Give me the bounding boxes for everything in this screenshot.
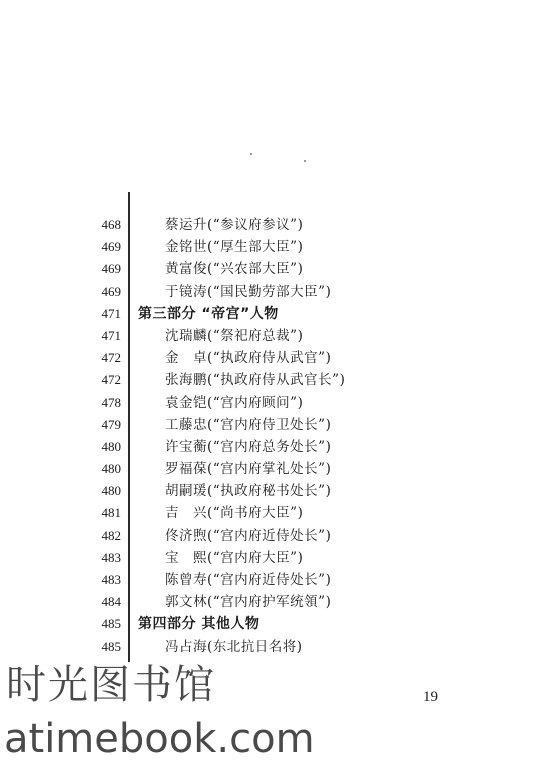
- toc-entry-row: [0, 569, 533, 591]
- toc-page-number: 482: [101, 527, 121, 543]
- toc-page-number: 472: [101, 350, 121, 366]
- toc-page-number: 478: [101, 394, 121, 410]
- table-of-contents: [0, 214, 533, 658]
- toc-entry-text: 宝 熙(“宫内府大臣”): [165, 549, 304, 566]
- toc-entry-text: 金铭世(“厚生部大臣”): [165, 239, 304, 256]
- toc-entry-row: [0, 636, 533, 658]
- toc-entry-row: [0, 392, 533, 414]
- scan-speck: [250, 153, 252, 155]
- toc-page-number: 479: [101, 416, 121, 432]
- toc-entry-row: [0, 480, 533, 502]
- toc-entry-row: [0, 414, 533, 436]
- toc-entry-text: 沈瑞麟(“祭祀府总裁”): [165, 327, 304, 344]
- toc-entry-text: 郭文林(“宫内府护军统領”): [165, 594, 332, 611]
- toc-page-number: 471: [101, 327, 121, 343]
- toc-entry-text: 佟济煦(“宫内府近侍处长”): [165, 527, 332, 544]
- toc-page-number: 469: [101, 239, 121, 255]
- toc-entry-row: [0, 591, 533, 613]
- toc-section-row: [0, 613, 533, 635]
- watermark-url: atimebook.com: [4, 716, 315, 762]
- toc-entry-row: [0, 236, 533, 258]
- toc-entry-row: [0, 436, 533, 458]
- toc-page-number: 484: [101, 594, 121, 610]
- page-number: 19: [423, 689, 438, 705]
- watermark-chinese: 时光图书馆: [6, 662, 216, 708]
- toc-entry-text: 胡嗣瑗(“执政府秘书处长”): [165, 483, 332, 500]
- toc-entry-text: 陈曾寿(“宫内府近侍处长”): [165, 572, 332, 588]
- toc-page-number: 469: [101, 261, 121, 277]
- toc-page-number: 480: [101, 483, 121, 499]
- toc-page-number: 483: [101, 572, 121, 587]
- toc-entry-row: [0, 458, 533, 480]
- toc-page-number: 485: [101, 616, 121, 632]
- toc-section-title: 第三部分 “帝宫”人物: [138, 305, 279, 322]
- toc-page-number: 469: [101, 283, 121, 299]
- scan-speck: [304, 160, 306, 162]
- toc-entry-text: 袁金铠(“宫内府顾问”): [165, 394, 304, 411]
- toc-entry-text: 于镜涛(“国民勤劳部大臣”): [165, 283, 332, 300]
- toc-entry-text: 吉 兴(“尚书府大臣”): [165, 505, 304, 522]
- toc-entry-text: 冯占海(东北抗日名将): [165, 638, 303, 655]
- toc-page-number: 485: [101, 638, 121, 654]
- toc-page-number: 483: [101, 549, 121, 565]
- toc-page-number: 471: [101, 305, 121, 321]
- toc-entry-text: 金 卓(“执政府侍从武官”): [165, 350, 332, 367]
- toc-entry-row: [0, 325, 533, 347]
- toc-entry-row: [0, 281, 533, 303]
- toc-entry-row: [0, 502, 533, 524]
- toc-section-row: [0, 303, 533, 325]
- toc-page-number: 480: [101, 438, 121, 454]
- toc-entry-text: 黄富俊(“兴农部大臣”): [165, 261, 304, 278]
- toc-entry-text: 张海鹏(“执政府侍从武官长”): [165, 372, 346, 389]
- toc-entry-row: [0, 525, 533, 547]
- toc-page-number: 468: [101, 217, 121, 232]
- toc-entry-text: 蔡运升(“参议府参议”): [165, 217, 304, 233]
- toc-entry-row: [0, 547, 533, 569]
- toc-section-title: 第四部分 其他人物: [138, 616, 260, 633]
- toc-entry-text: 工藤忠(“宫内府侍卫处长”): [165, 416, 332, 433]
- toc-page-number: 481: [101, 505, 121, 521]
- toc-entry-text: 许宝蘅(“宫内府总务处长”): [165, 438, 332, 455]
- toc-page-number: 480: [101, 461, 121, 477]
- toc-entry-row: [0, 258, 533, 280]
- toc-entry-row: [0, 214, 533, 236]
- toc-page-number: 472: [101, 372, 121, 388]
- toc-entry-row: [0, 369, 533, 391]
- toc-entry-text: 罗福葆(“宫内府掌礼处长”): [165, 461, 332, 478]
- toc-entry-row: [0, 347, 533, 369]
